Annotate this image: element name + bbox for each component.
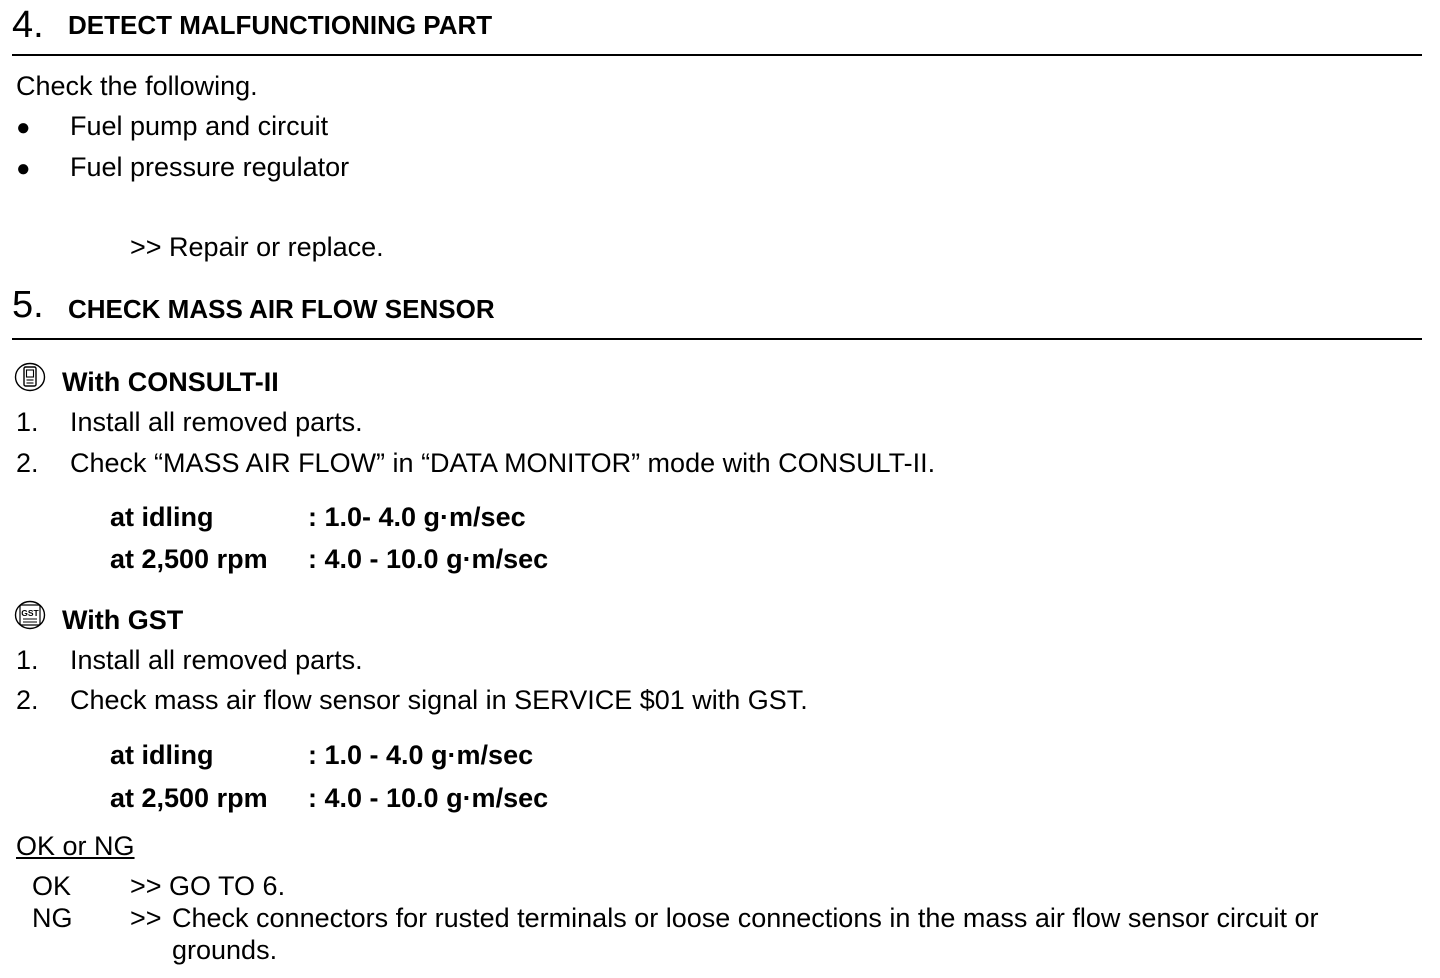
step-4-title: DETECT MALFUNCTIONING PART bbox=[68, 10, 493, 40]
consult-heading: With CONSULT-II bbox=[62, 367, 279, 397]
gst-spec-label-idle: at idling bbox=[110, 740, 214, 770]
ok-label: OK bbox=[32, 871, 72, 901]
consult-spec-label-idle: at idling bbox=[110, 502, 214, 532]
ok-result: >> GO TO 6. bbox=[130, 871, 286, 901]
consult-spec-label-2500: at 2,500 rpm bbox=[110, 544, 268, 574]
bullet-item-1: Fuel pump and circuit bbox=[70, 111, 329, 141]
ng-label: NG bbox=[32, 903, 73, 933]
gst-step-2-text: Check mass air flow sensor signal in SERVICE $01 with GST. bbox=[70, 685, 808, 715]
bullet-item-2: Fuel pressure regulator bbox=[70, 152, 350, 182]
step-5-rule bbox=[12, 338, 1422, 340]
step-5-title: CHECK MASS AIR FLOW SENSOR bbox=[68, 294, 495, 324]
gst-icon bbox=[14, 600, 46, 630]
judgement-heading: OK or NG bbox=[16, 831, 135, 861]
bullet-icon: ● bbox=[16, 155, 31, 182]
gst-spec-value-2500: : 4.0 - 10.0 g·m/sec bbox=[308, 783, 549, 813]
bullet-icon: ● bbox=[16, 114, 31, 141]
consult-step-1-number: 1. bbox=[16, 407, 39, 437]
consult-step-2-number: 2. bbox=[16, 448, 39, 478]
step-4-number: 4. bbox=[12, 4, 44, 46]
gst-heading: With GST bbox=[62, 605, 184, 635]
consult-icon bbox=[14, 362, 46, 392]
gst-icon-text: GST bbox=[21, 608, 39, 618]
ng-result-line-1: Check connectors for rusted terminals or loose connections in the mass air flow sensor circuit or bbox=[172, 905, 1319, 932]
step-5-number: 5. bbox=[12, 284, 44, 326]
gst-step-1-text: Install all removed parts. bbox=[70, 645, 363, 675]
step-4-result: >> Repair or replace. bbox=[130, 232, 384, 262]
gst-step-2-number: 2. bbox=[16, 685, 39, 715]
consult-step-1-text: Install all removed parts. bbox=[70, 407, 363, 437]
step-4-rule bbox=[12, 54, 1422, 56]
gst-step-1-number: 1. bbox=[16, 645, 39, 675]
ng-result-line-2: grounds. bbox=[172, 935, 278, 965]
step-4-intro: Check the following. bbox=[16, 71, 258, 101]
consult-step-2-text: Check “MASS AIR FLOW” in “DATA MONITOR” mode with CONSULT-II. bbox=[70, 448, 936, 478]
gst-spec-label-2500: at 2,500 rpm bbox=[110, 783, 268, 813]
gst-spec-value-idle: : 1.0 - 4.0 g·m/sec bbox=[308, 740, 534, 770]
ng-arrow: >> bbox=[130, 903, 162, 933]
consult-spec-value-idle: : 1.0- 4.0 g·m/sec bbox=[308, 502, 526, 532]
consult-spec-value-2500: : 4.0 - 10.0 g·m/sec bbox=[308, 544, 549, 574]
